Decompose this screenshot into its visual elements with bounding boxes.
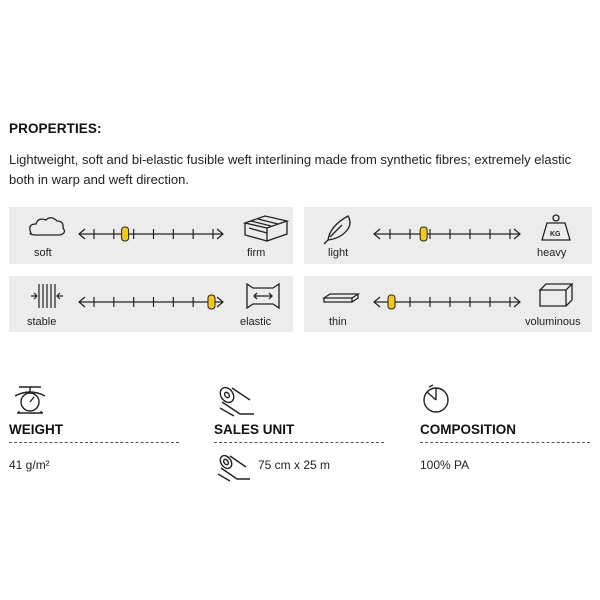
- scale-left-label: thin: [329, 316, 347, 328]
- feather-icon: [324, 216, 350, 244]
- scale-marker: [388, 295, 395, 309]
- brick-icon: [245, 216, 287, 241]
- stretch-icon: [247, 284, 279, 308]
- scale-line: [79, 229, 223, 239]
- scale-stable-elastic: [9, 276, 293, 332]
- kg-weight-icon: [542, 215, 570, 240]
- fabric-roll-icon: [214, 382, 258, 418]
- composition-heading: COMPOSITION: [420, 422, 517, 437]
- properties-description: Lightweight, soft and bi-elastic fusible weft interlining made from synthetic fibres; extremely elastic both in warp and weft direction.: [9, 152, 572, 187]
- svg-text:KG: KG: [550, 231, 561, 238]
- scale-right-label: heavy: [537, 247, 567, 259]
- sales-unit-heading: SALES UNIT: [214, 422, 295, 437]
- sales-unit-value: 75 cm x 25 m: [258, 458, 331, 472]
- scale-marker: [208, 295, 215, 309]
- scale-right-label: firm: [247, 247, 266, 259]
- weight-divider: [9, 442, 179, 443]
- scale-marker: [420, 227, 427, 241]
- composition-divider: [420, 442, 590, 443]
- weight-heading: WEIGHT: [9, 422, 63, 437]
- cloud-icon: [30, 218, 65, 235]
- scale-soft-firm: [9, 207, 293, 264]
- weight-value: 41 g/m²: [9, 458, 50, 472]
- sales-unit-divider: [214, 442, 384, 443]
- thick-box-icon: [540, 284, 572, 306]
- scale-left-label: light: [328, 247, 349, 259]
- composition-value: 100% PA: [420, 458, 470, 472]
- thin-slab-icon: [324, 294, 358, 302]
- stable-lines-icon: [31, 284, 63, 308]
- scale-left-label: stable: [27, 316, 57, 328]
- scale-right-label: elastic: [240, 316, 272, 328]
- fabric-roll-icon: [214, 452, 254, 484]
- scale-left-label: soft: [34, 247, 52, 259]
- scale-light-heavy: [304, 207, 592, 264]
- scale-marker: [122, 227, 129, 241]
- pie-chart-icon: [420, 382, 460, 418]
- scale-thin-voluminous: [304, 276, 592, 332]
- scale-icon: [9, 382, 49, 418]
- properties-title: PROPERTIES:: [9, 121, 102, 136]
- scale-right-label: voluminous: [525, 316, 581, 328]
